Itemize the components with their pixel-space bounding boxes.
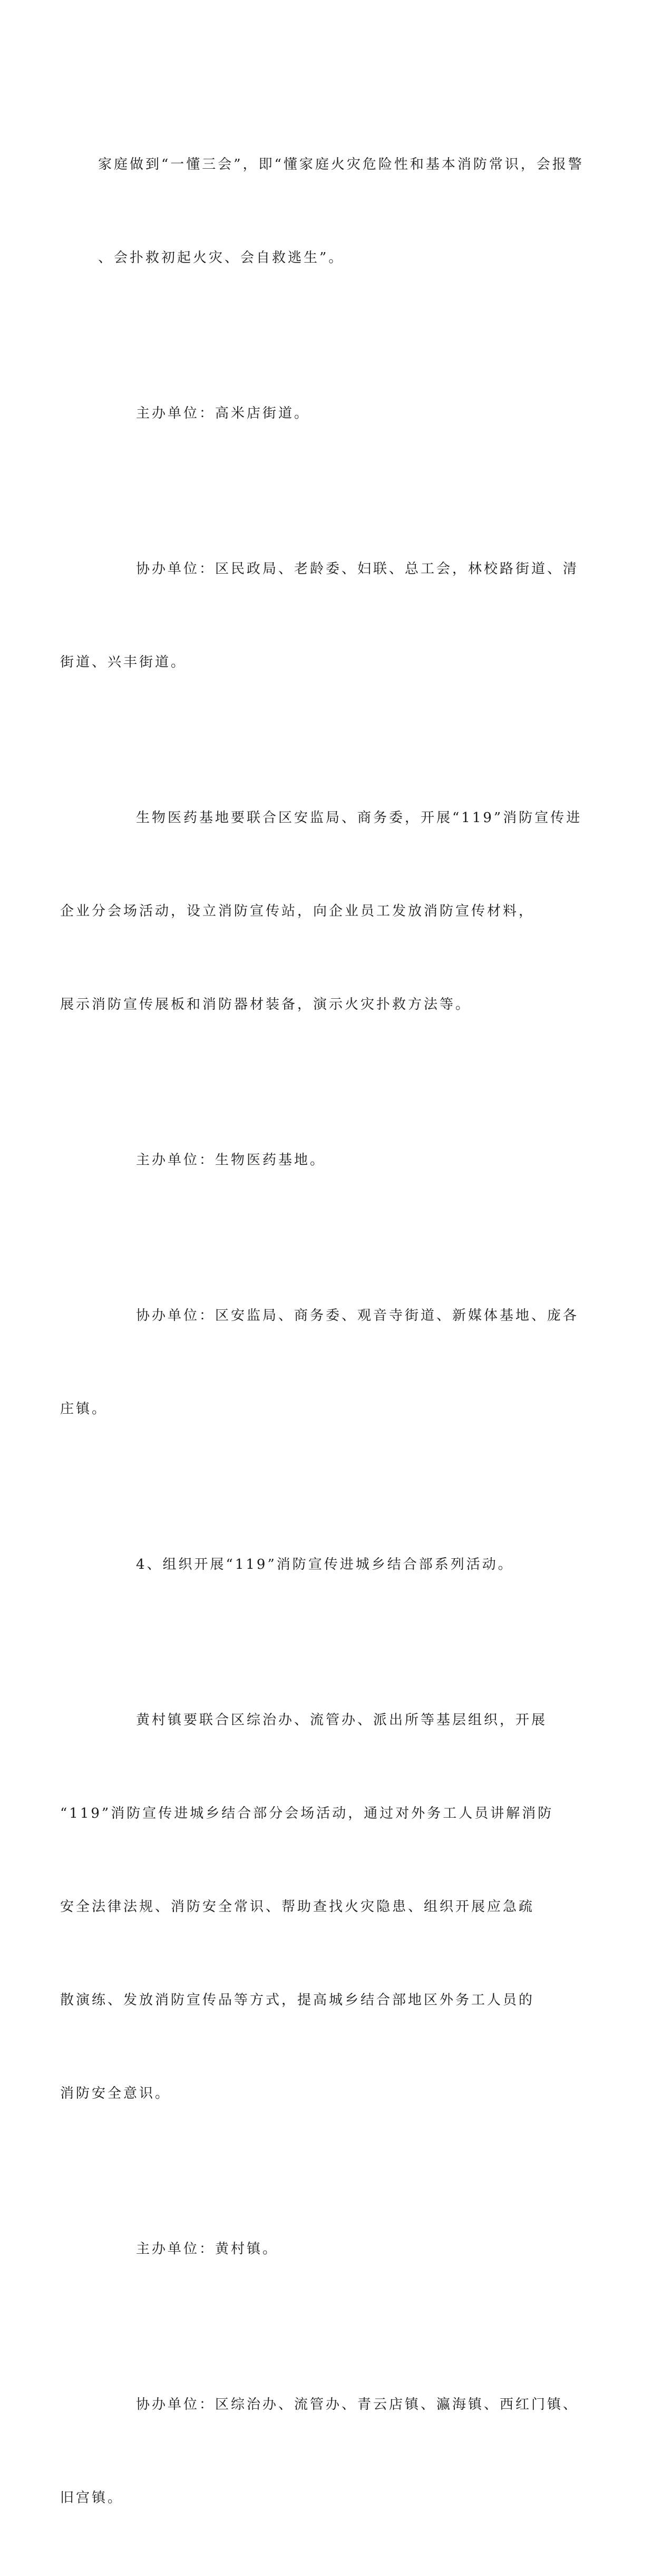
paragraph-co-host-units-2 — [60, 1238, 579, 1487]
text-line: 安全法律法规、消防安全常识、帮助查找火灾隐患、组织开展应急疏 — [60, 1899, 535, 1915]
paragraph-host-unit-gaomidian — [98, 336, 562, 491]
text-line: 4、组织开展“119”消防宣传进城乡结合部系列活动。 — [136, 1557, 514, 1572]
text-line: 主办单位：高米店街道。 — [136, 406, 310, 421]
paragraph-biomedical-base-activity — [60, 740, 582, 1083]
text-line: 黄村镇要联合区综治办、流管办、派出所等基层组织，开展 — [136, 1712, 548, 1728]
text-line: 旧宫镇。 — [60, 2490, 124, 2506]
text-line: 企业分会场活动，设立消防宣传站，向企业员工发放消防宣传材料， — [60, 903, 535, 919]
section-heading-item-4 — [98, 1487, 562, 1643]
paragraph-co-host-units-1 — [60, 491, 579, 740]
text-line: 协办单位：区民政局、老龄委、妇联、总工会，林校路街道、清 — [136, 561, 579, 577]
text-line: 主办单位：生物医药基地。 — [136, 1152, 326, 1168]
paragraph-host-unit-biomedical — [98, 1083, 562, 1238]
text-line: 生物医药基地要联合区安监局、商务委，开展“119”消防宣传进 — [136, 810, 582, 826]
text-line: 协办单位：区综治办、流管办、青云店镇、瀛海镇、西红门镇、 — [136, 2397, 579, 2413]
text-line: 主办单位：黄村镇。 — [136, 2241, 279, 2257]
paragraph-host-unit-huangcun — [98, 2172, 562, 2327]
text-line: 家庭做到“一懂三会”，即“懂家庭火灾危险性和基本消防常识，会报警 — [98, 157, 584, 172]
document-body — [60, 87, 584, 2576]
text-line: 协办单位：区安监局、商务委、观音寺街道、新媒体基地、庞各 — [136, 1308, 579, 1324]
paragraph-huangcun-activity — [60, 1643, 562, 2172]
text-line: 庄镇。 — [60, 1401, 108, 1417]
text-line: “119”消防宣传进城乡结合部分会场活动，通过对外务工人员讲解消防 — [60, 1806, 554, 1821]
paragraph-family-fire-safety — [98, 87, 584, 336]
text-line: 散演练、发放消防宣传品等方式，提高城乡结合部地区外务工人员的 — [60, 1992, 535, 2008]
text-line: 消防安全意识。 — [60, 2086, 171, 2101]
text-line: 展示消防宣传展板和消防器材装备，演示火灾扑救方法等。 — [60, 997, 472, 1012]
paragraph-co-host-units-3 — [60, 2327, 579, 2576]
text-line: 、会扑救初起火灾、会自救逃生”。 — [98, 250, 345, 266]
text-line: 街道、兴丰街道。 — [60, 654, 187, 670]
